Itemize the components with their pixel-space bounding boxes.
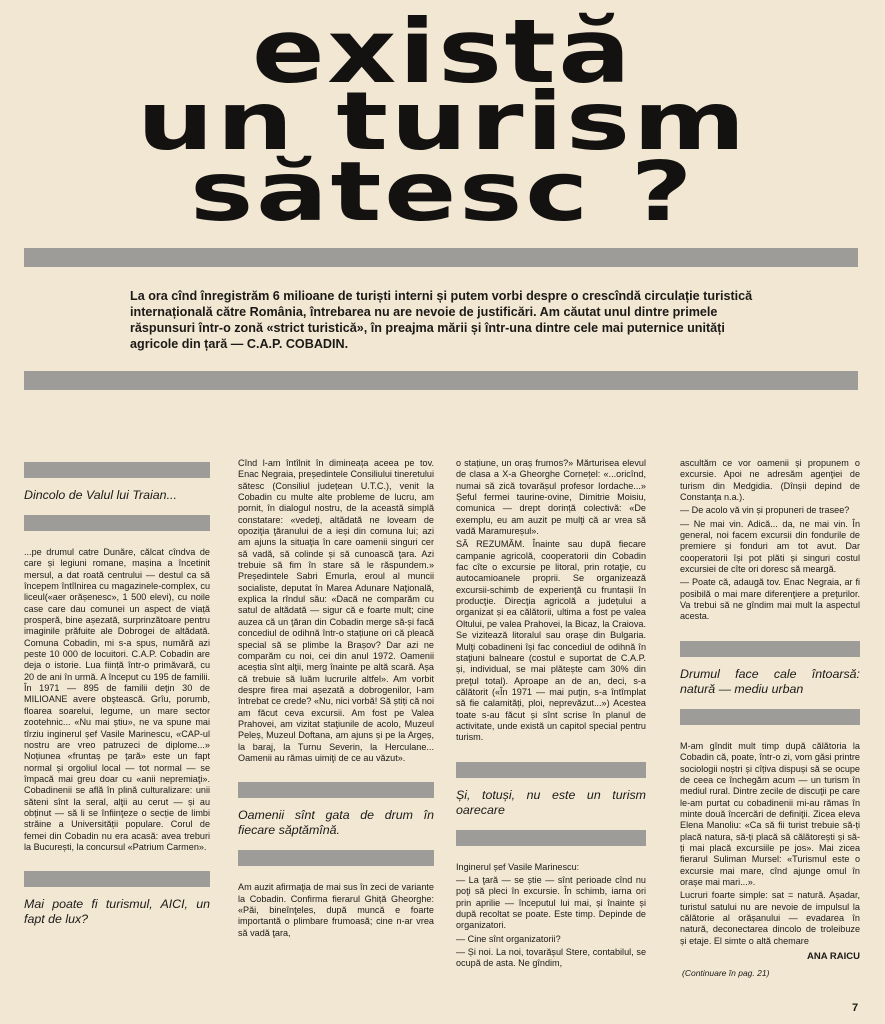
divider-bar-top xyxy=(24,248,858,267)
subheading: Și, totuși, nu este un turism oarecare xyxy=(456,787,646,817)
paragraph: Am auzit afirmaţia de mai sus în zeci de variante la Cobadin. Confirma fierarul Ghiță Gheorghe: «Păi, bineînţeles, după muncă e foarte importantă o plimbare frumoasă; cine n-ar vrea să vadă ţara, xyxy=(238,882,434,938)
divider-bar-middle xyxy=(24,371,858,390)
paragraph: Lucruri foarte simple: sat = natură. Așadar, turistul satului nu are nevoie de impulsul la călătorie al orășanului — evadarea în natură, deconectarea dincolo de troleibuze și etaje. El simte o altă chemare xyxy=(680,890,860,946)
headline-line-1: există xyxy=(251,0,634,103)
intro-paragraph: La ora cînd înregistrăm 6 milioane de turiști interni și putem vorbi despre o crescîndă circulație turistică internațională către România, întrebarea nu are nevoie de justificări. Am căutat unul dintre primele răspunsuri într-o zonă «strict turistică», în preajma mării și într-una dintre cele mai puternice unități agricole din țară — C.A.P. COBADIN. xyxy=(130,289,753,351)
headline-line-3: sătesc ? xyxy=(189,145,696,240)
paragraph: ascultăm ce vor oamenii și propunem o excursie. Apoi ne adresăm agenţiei de turism din Medgidia. (Dînșii depind de Constanţa n.a.). xyxy=(680,458,860,503)
paragraph: Inginerul șef Vasile Marinescu: xyxy=(456,861,580,872)
paragraph: — La ţară — se știe — sînt perioade cînd nu poţi să pleci în excursie. În schimb, iarna ori prin aprilie — începutul lui mai, și înainte și după recoltat se poate. Este timp. Depinde de organizatori. xyxy=(456,874,646,931)
subheading-bar xyxy=(456,830,646,846)
subheading-bar xyxy=(680,709,860,725)
subheading-bar xyxy=(238,850,434,866)
headline-line-2: un turism xyxy=(136,75,749,168)
paragraph: — De acolo vă vin și propuneri de trasee? xyxy=(680,505,850,516)
subheading-bar xyxy=(456,762,646,778)
paragraph: — Cine sînt organizatorii? xyxy=(456,933,561,944)
author-name: ANA RAICU xyxy=(807,951,860,962)
paragraph: o stațiune, un oraș frumos?» Mărturisea elevul de clasa a X-a Gheorghe Cornețel: «...oricînd, numai să zică tovarășul profesor Iordache...» Șeful fermei taurine-ovine, Dimitrie Moisiu, comunica — drept dorință colectivă: «De exemplu, eu am auzit pe mulţi că ar vrea să vadă Maramureșul». xyxy=(456,458,646,537)
paragraph: Cînd l-am întîlnit în dimineața aceea pe tov. Enac Negraia, președintele Consiliului tineretului sătesc (Consiliul județean U.T.C.), venit la Cobadin cu multe alte probleme de lucru, am pornit, în dialogul nostru, de la această simplă constatare: «vedeţi, altădată ne loveam de opoziţia ţăranului de a ieși din comuna lui; azi am ajuns la situaţia în care oamenii singuri cer să vadă, să colinde și să cunoască ţara. Azi trebuie să fim în stare să le răspundem.» Președintele Sabri Emurla, eroul al muncii socialiste, deputat în Marea Adunare Naţională, explica la rîndul său: «Dacă ne comparăm cu satul de altădată — sigur că e foarte mult; cine auzea că un ţăran din Cobadin merge să-și facă concediul de odihnă într-o stațiune ori că pleacă special să se plimbe la Brașov? Dar azi ne comparăm cu noi, cei din anul 1972. Oamenii aceștia sînt alţii, merg înainte pe altă scară. Așa că trebuie să luăm lucrurile altfel». Am vorbit despre firea mai așezată a dobrogenilor, l-am întrebat ce crede? «Nu, nici vorbă! Să știți că noi am făcut ceva excursii. Am fost pe Valea Prahovei, am vizitat staţiunile de acolo, Muzeul Peleș, Muzeul Doftana, am ajuns și pe la Argeș, la baraj, la Turnu Severin, la Herculane... Oamenii au rămas uimiţi de ce au văzut». xyxy=(238,458,434,763)
paragraph: — Poate că, adaugă tov. Enac Negraia, ar fi posibilă o mai mare diferenţiere a preţurilor. Va trebui să ne gîndim mai mult la aspectul acesta. xyxy=(680,577,860,622)
subheading-bar xyxy=(24,462,210,478)
subheading-bar xyxy=(24,515,210,531)
subheading-bar xyxy=(238,782,434,798)
paragraph: — Și noi. La noi, tovarășul Stere, contabilul, se ocupă de asta. Ne gîndim, xyxy=(456,947,646,969)
continuation-note: (Continuare în pag. 21) xyxy=(682,968,770,979)
subheading: Dincolo de Valul lui Traian... xyxy=(24,488,177,502)
column-3 xyxy=(456,458,646,972)
column-1 xyxy=(24,458,210,939)
paragraph: SĂ REZUMĂM. Înainte sau după fiecare campanie agricolă, cooperatorii din Cobadin fac cîte o excursie pe litoral, prin rotaţie, cu autocamioanele proprii. Se organizează excursii-schimb de experienţă cu fruntașii în producţie. Direcţia agricolă a județului a organizat și ea călătorii, ultima a fost pe valea Oltului, pe valea Prahovei, la Bicaz, la Craiova. Se vizitează litoralul sau orașe din Bulgaria. Mulţi cobadineni își fac concediul de odihnă în staţiuni balneare (costul e suportat de C.A.P. și, individual, se mai plătește cam 30% din preţul total). Aproape an de an, deci, s-a călătorit («În 1971 — mai puţin, s-a întîmplat să fie calamități, ploi, neprevăzut...») Acestea toate s-au făcut și sînt scrise în planul de activitate, unde există un capitol special pentru turism. xyxy=(456,539,646,743)
subheading: Oamenii sînt gata de drum în fiecare săptămînă. xyxy=(238,808,434,838)
paragraph: — Ne mai vin. Adică... da, ne mai vin. În general, noi facem excursii din fondurile de premiere și fonduri am tot avut. Dar cooperatorii își pot plăti și singuri costul excursiei de cîte ori doresc să meargă. xyxy=(680,518,860,575)
paragraph: M-am gîndit mult timp după călătoria la Cobadin că, poate, într-o zi, vom găsi printre sociologii noștri și cîțiva dispuși să se ocupe de ceea ce închegăm acum — un turism în mediul rural. Dintre zecile de discuţii pe care le-am purtat cu cobadinenii mi-au rămas în minte două încercări de definiţii. Zicea eleva Elena Manoliu: «Ca să fii turist trebuie să-ți placă natura, să-ți placă să călătorești și să-ți mai placă excursiile pe jos». Mai zicea fierarul Suliman Mursel: «Turismul este o excursie mai mare, cînd ajunge omul în orașe mai mari...». xyxy=(680,740,860,887)
paragraph: ...pe drumul catre Dunăre, călcat cîndva de care și legiuni romane, mașina a încetinit mersul, a dat roată centrului — destul ca să începem întîlnirea cu magazinele-complex, cu liceul(«aer orășenesc», 1 500 elevi), cu noile case care dau comunei un aspect de viață prosperă, bine așezată, surprinzătoare pentru imaginile prăfuite ale Dobrogei de altădată. Comuna Cobadin, mi s-a spus, numără azi peste 10 000 de locuitori. C.A.P. Cobadin are deja o istorie. Lua ființă într-o primăvară, cu 20 de ani în urmă. A început cu 195 de familii. În 1971 — 895 de familii deţin 30 de MILIOANE avere obştească. Grîu, porumb, floarea soarelui, legume, un mare sector zootehnic... «Nu mai știu», ne va spune mai tîrziu inginerul șef Vasile Marinescu, «CAP-ul nostru are vreo patruzeci de diplome...» Noțiunea «fruntaș pe țară» este un fapt normal și orgoliul local — tot normal — se împacă mai greu doar cu «anii nepremiaţi». Cobadinenii se află în plină culturalizare: unii săteni sînt la seral, alţii au cerut — și au obținut — să li se înfiinţeze o secție de limbi străine a Universității populare. Corul de femei din Cobadin nu era acasă: avea treburi la București, la concursul «Patrium Carmen». xyxy=(24,547,210,852)
subheading: Drumul face cale întoarsă: natură — mediu urban xyxy=(680,666,860,696)
page-number: 7 xyxy=(852,1002,859,1014)
column-2 xyxy=(238,458,434,941)
subheading-bar xyxy=(24,871,210,887)
column-4 xyxy=(680,458,860,980)
subheading: Mai poate fi turismul, AICI, un fapt de lux? xyxy=(24,897,210,927)
subheading-bar xyxy=(680,641,860,657)
